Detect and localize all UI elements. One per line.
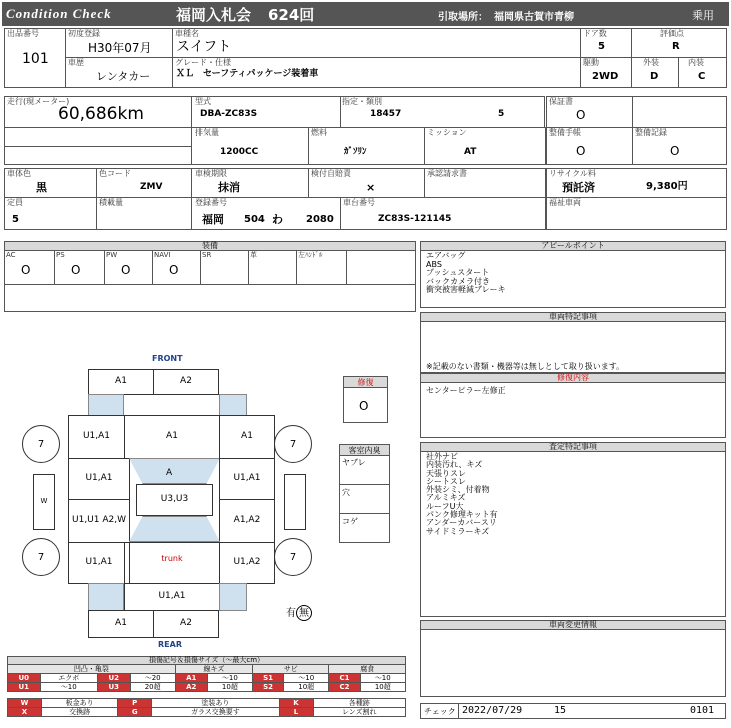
equipment-label: PS bbox=[56, 251, 65, 259]
header-title: Condition Check bbox=[6, 6, 112, 21]
odor-hole: 穴 bbox=[342, 488, 350, 497]
reg-num: 2080 bbox=[306, 214, 334, 225]
warranty-box bbox=[546, 96, 727, 128]
check-serial: 0101 bbox=[690, 705, 715, 716]
warranty-label: 保証書 bbox=[549, 97, 573, 106]
inspection-value: 抹消 bbox=[218, 181, 240, 194]
special-header: 車両特記事項 bbox=[420, 312, 726, 322]
panel-rear-right bbox=[153, 610, 219, 638]
equipment-label: SR bbox=[202, 251, 212, 259]
assessment-item: シートスレ bbox=[426, 476, 466, 486]
mission-label: ミッション bbox=[427, 128, 467, 137]
legend-cell: W bbox=[8, 699, 42, 708]
designation-label: 指定・類別 bbox=[342, 97, 382, 106]
spare-tire-indicator bbox=[286, 604, 312, 621]
color-label: 車体色 bbox=[7, 169, 31, 178]
mirror-left-text: W bbox=[40, 497, 48, 506]
assessment-item: アンダーカバースリ bbox=[426, 518, 497, 528]
windshield-text: A bbox=[166, 468, 173, 478]
assessment-item: 内装汚れ、キズ bbox=[426, 460, 483, 470]
equipment-label: 革 bbox=[250, 251, 257, 259]
pickup-location: 福岡県古賀市青柳 bbox=[494, 12, 574, 23]
panel-front-right bbox=[153, 369, 219, 395]
drive-value: 2WD bbox=[592, 71, 619, 82]
model-label: 車種名 bbox=[175, 29, 199, 38]
colorcode-label: 色コード bbox=[99, 169, 131, 178]
panel-rear-left bbox=[88, 610, 154, 638]
exterior-value: D bbox=[650, 71, 659, 82]
legend-cell: X bbox=[8, 708, 42, 717]
panel-r5-left bbox=[68, 499, 130, 543]
equipment-cell bbox=[248, 250, 297, 285]
assessment-header: 査定特記事項 bbox=[420, 442, 726, 452]
legend-cell: ガラス交換要す bbox=[152, 708, 279, 717]
panel-front-right-text: A2 bbox=[180, 376, 192, 387]
wheel-rear-left bbox=[22, 538, 60, 576]
grade-value: ＸＬ セーフティパッケージ装着車 bbox=[176, 69, 319, 79]
exterior-label: 外装 bbox=[643, 58, 659, 67]
panel-r6-right-text: U1,A2 bbox=[233, 557, 261, 568]
legend-cell: 10超 bbox=[284, 683, 329, 692]
equipment-value: O bbox=[121, 263, 131, 277]
panel-r6-right bbox=[219, 542, 275, 584]
repair-text: センターピラー左修正 bbox=[426, 386, 506, 395]
assessment-item: パンク修理キット有 bbox=[426, 510, 498, 520]
warranty-divider bbox=[632, 96, 633, 128]
diagram-front-label: FRONT bbox=[152, 354, 183, 363]
designation-value: 18457 bbox=[370, 109, 402, 119]
equipment-cell-blank bbox=[346, 250, 416, 285]
legend-cell: 20超 bbox=[130, 683, 175, 692]
panel-r5-right-text: A1,A2 bbox=[233, 515, 261, 526]
chassis-label: 車台番号 bbox=[343, 198, 375, 207]
legend-cell: 交換跡 bbox=[42, 708, 118, 717]
legend-cell: S1 bbox=[253, 674, 284, 683]
panel-r6-left bbox=[68, 542, 130, 584]
panel-r7-mid-text: U1,A1 bbox=[158, 591, 186, 602]
history-label: 車歴 bbox=[68, 58, 84, 67]
recycle-label: リサイクル料 bbox=[549, 169, 596, 178]
legend-cell: C1 bbox=[329, 674, 360, 683]
classification-value: 5 bbox=[498, 109, 505, 119]
assessment-item: 天張りスレ bbox=[426, 468, 466, 478]
score-label: 評価点 bbox=[660, 29, 684, 38]
equipment-value: O bbox=[169, 263, 179, 277]
equipment-cell bbox=[152, 250, 201, 285]
check-label: チェック bbox=[424, 707, 456, 716]
appeal-item: プッシュスタート bbox=[426, 268, 490, 278]
appeal-item: ABS bbox=[426, 259, 442, 269]
panel-roof-text: U3,U3 bbox=[160, 494, 189, 505]
blank-box-a bbox=[4, 127, 192, 147]
panel-trunk bbox=[124, 542, 220, 584]
reg-kana: わ bbox=[272, 213, 283, 226]
mirror-left bbox=[33, 474, 55, 530]
usage-type: 乗用 bbox=[692, 9, 714, 22]
lot-label: 出品番号 bbox=[7, 29, 39, 38]
panel-front-left-text: A1 bbox=[115, 376, 127, 387]
legend-cell: 塗装あり bbox=[152, 699, 279, 708]
model-box bbox=[172, 28, 581, 58]
odor-smoke: ヤブレ bbox=[342, 458, 366, 467]
equipment-cell bbox=[200, 250, 249, 285]
panel-r2-left bbox=[68, 415, 125, 459]
panel-r5-left-text: U1,U1 A2,W bbox=[72, 515, 126, 526]
equipment-label: 左ﾊﾝﾄﾞﾙ bbox=[298, 251, 323, 259]
first-reg-label: 初度登録 bbox=[68, 29, 100, 38]
legend-cell: A2 bbox=[175, 683, 207, 692]
equipment-value: O bbox=[71, 263, 81, 277]
panel-r2-right-text: A1 bbox=[241, 431, 253, 442]
history-value: レンタカー bbox=[96, 70, 151, 83]
capacity-label: 定員 bbox=[7, 198, 23, 207]
legend-cell: P bbox=[118, 699, 152, 708]
repair-mark-value: O bbox=[359, 399, 369, 413]
equipment-cell bbox=[4, 250, 55, 285]
appeal-list bbox=[426, 252, 506, 295]
wheel-rear-right bbox=[274, 538, 312, 576]
panel-rear-left-text: A1 bbox=[115, 618, 127, 629]
glass-rear bbox=[129, 516, 220, 542]
special-note: ※記載のない書類・機器等は無しとして取り扱います。 bbox=[426, 362, 625, 371]
check-divider bbox=[458, 703, 459, 719]
legend-header: 損傷記号＆損傷サイズ（～最大cm） bbox=[7, 656, 406, 665]
legend-cell: U1 bbox=[8, 683, 41, 692]
legend-cell: エクボ bbox=[40, 674, 98, 683]
blank-box-b bbox=[4, 146, 192, 165]
first-reg-value: H30年07月 bbox=[88, 41, 152, 55]
type-label: 型式 bbox=[195, 97, 211, 106]
appeal-item: バックカメラ付き bbox=[426, 276, 490, 286]
odor-burn: コゲ bbox=[342, 517, 358, 526]
wheel-rear-right-text: 7 bbox=[289, 551, 297, 563]
legend-cell: U2 bbox=[98, 674, 131, 683]
drive-label: 駆動 bbox=[583, 58, 599, 67]
equipment-label: AC bbox=[6, 251, 16, 259]
interior-label: 内装 bbox=[688, 58, 704, 67]
check-date: 2022/07/29 bbox=[462, 705, 523, 716]
legend-cell: K bbox=[279, 699, 313, 708]
auction-round: 624回 bbox=[268, 6, 315, 24]
reg-area: 福岡 bbox=[202, 213, 224, 226]
record-value: O bbox=[670, 144, 680, 158]
type-value: DBA-ZC83S bbox=[200, 109, 258, 119]
panel-r2-mid-text: A1 bbox=[166, 431, 178, 442]
glass-rear-left bbox=[88, 583, 124, 611]
equipment-label: NAVI bbox=[154, 251, 171, 259]
check-code: 15 bbox=[554, 705, 567, 716]
legend-cell: 10超 bbox=[207, 683, 252, 692]
glass-rear-right bbox=[219, 583, 247, 611]
panel-r3-right bbox=[219, 458, 275, 500]
panel-r2-right bbox=[219, 415, 275, 459]
panel-r3-left-text: U1,A1 bbox=[85, 473, 113, 484]
color-value: 黒 bbox=[36, 181, 47, 194]
record-label: 整備記録 bbox=[635, 128, 667, 137]
chassis-value: ZC83S-121145 bbox=[378, 214, 452, 224]
appeal-header: アピールポイント bbox=[420, 241, 726, 251]
inspection-label: 車検期限 bbox=[195, 169, 227, 178]
mirror-right bbox=[284, 474, 306, 530]
mileage-label: 走行(現メーター) bbox=[7, 97, 70, 106]
assessment-item: アルミキズ bbox=[426, 493, 466, 503]
panel-front-left bbox=[88, 369, 154, 395]
legend-cell: L bbox=[279, 708, 313, 717]
model-value: スイフト bbox=[176, 39, 232, 55]
lot-number: 101 bbox=[22, 51, 49, 67]
wheel-front-left-text: 7 bbox=[37, 438, 45, 450]
legend-cell: ～10 bbox=[360, 674, 405, 683]
panel-rear-right-text: A2 bbox=[180, 618, 192, 629]
legend-cell: C2 bbox=[329, 683, 360, 692]
legend-cell: G bbox=[118, 708, 152, 717]
welfare-label: 福祉車両 bbox=[549, 198, 581, 207]
legend-cell: S2 bbox=[253, 683, 284, 692]
equipment-value: O bbox=[21, 263, 31, 277]
legend-cell: 板金あり bbox=[42, 699, 118, 708]
interior-value: C bbox=[698, 71, 706, 82]
legend-dent: 凹凸・亀裂 bbox=[8, 665, 176, 674]
odor-header: 客室内臭 bbox=[339, 444, 390, 456]
legend-table-2 bbox=[7, 698, 406, 717]
equipment-cell bbox=[104, 250, 153, 285]
disp-label: 排気量 bbox=[195, 128, 219, 137]
legend-cell: ～20 bbox=[130, 674, 175, 683]
equipment-cell bbox=[54, 250, 105, 285]
grade-label: グレード・仕様 bbox=[175, 58, 231, 67]
colorcode-value: ZMV bbox=[140, 182, 163, 192]
assessment-item: ルーフU大 bbox=[426, 501, 464, 511]
panel-r6-left-text: U1,A1 bbox=[85, 557, 113, 568]
glass-front-left bbox=[88, 394, 124, 416]
load-label: 積載量 bbox=[99, 198, 123, 207]
appeal-item: エアバッグ bbox=[426, 251, 466, 260]
legend-cell: ～10 bbox=[284, 674, 329, 683]
spare-yes: 有 bbox=[286, 608, 296, 619]
panel-roof bbox=[136, 484, 213, 516]
glass-front-right bbox=[219, 394, 247, 416]
assessment-item: 社外ナビ bbox=[426, 452, 458, 461]
legend-corrosion: 腐食 bbox=[329, 665, 406, 674]
spare-no: 無 bbox=[296, 605, 312, 621]
auction-name: 福岡入札会 bbox=[176, 6, 252, 24]
panel-r2-left-text: U1,A1 bbox=[82, 431, 111, 442]
selfinspect-value: × bbox=[366, 181, 376, 194]
equipment-bottom bbox=[4, 284, 416, 312]
claim-label: 承認請求書 bbox=[427, 169, 467, 178]
equipment-cell bbox=[296, 250, 347, 285]
warranty-value: O bbox=[576, 108, 586, 122]
panel-r3-right-text: U1,A1 bbox=[233, 473, 261, 484]
panel-rear-bumper-top bbox=[124, 583, 220, 611]
maint-label: 整備手帳 bbox=[549, 128, 581, 137]
wheel-front-right-text: 7 bbox=[289, 438, 297, 450]
doors-label: ドア数 bbox=[583, 29, 607, 38]
doors-value: 5 bbox=[598, 41, 605, 52]
disp-value: 1200CC bbox=[220, 147, 259, 157]
glass-windshield bbox=[129, 458, 220, 484]
panel-r2-mid bbox=[124, 415, 220, 459]
equipment-header: 装備 bbox=[4, 241, 416, 251]
capacity-value: 5 bbox=[12, 214, 19, 225]
assessment-item: サイドミラーキズ bbox=[426, 526, 490, 536]
legend-cell: 各種跡 bbox=[313, 699, 406, 708]
history-info-box bbox=[420, 629, 726, 697]
history-info-header: 車両変更情報 bbox=[420, 620, 726, 630]
legend-cell: レンズ割れ bbox=[313, 708, 406, 717]
legend-cell: 10超 bbox=[360, 683, 405, 692]
panel-r3-left bbox=[68, 458, 130, 500]
legend-table bbox=[7, 664, 406, 692]
regno-label: 登録番号 bbox=[195, 198, 227, 207]
legend-cell: ～10 bbox=[207, 674, 252, 683]
diagram-rear-label: REAR bbox=[158, 640, 182, 649]
equipment-label: PW bbox=[106, 251, 118, 259]
reg-class: 504 bbox=[244, 214, 265, 225]
recycle-fee: 9,380円 bbox=[646, 181, 688, 192]
mileage-value: 60,686km bbox=[58, 104, 144, 124]
legend-cell: A1 bbox=[175, 674, 207, 683]
assessment-item: 外装シミ、付着物 bbox=[426, 485, 490, 495]
repair-title: 修復内容 bbox=[557, 373, 589, 382]
fuel-value: ｶﾞｿﾘﾝ bbox=[344, 147, 367, 157]
pickup-label: 引取場所： bbox=[438, 12, 488, 23]
legend-cell: U0 bbox=[8, 674, 41, 683]
wheel-rear-left-text: 7 bbox=[37, 551, 45, 563]
maint-value: O bbox=[576, 144, 586, 158]
selfinspect-label: 検付自賠責 bbox=[311, 169, 351, 178]
score-value: R bbox=[672, 41, 680, 52]
fuel-label: 燃料 bbox=[311, 128, 327, 137]
wheel-front-right bbox=[274, 425, 312, 463]
panel-r5-right bbox=[219, 499, 275, 543]
legend-cell: ～10 bbox=[40, 683, 98, 692]
trunk-label: trunk bbox=[161, 554, 183, 563]
appeal-item: 衝突被害軽減ブレーキ bbox=[426, 285, 506, 295]
recycle-status: 預託済 bbox=[562, 181, 595, 194]
repair-mark-label: 修復 bbox=[357, 378, 374, 387]
legend-rust: サビ bbox=[253, 665, 329, 674]
wheel-front-left bbox=[22, 425, 60, 463]
legend-cell: U3 bbox=[98, 683, 131, 692]
assessment-list bbox=[426, 453, 498, 536]
legend-scratch: 線キズ bbox=[175, 665, 252, 674]
mission-value: AT bbox=[464, 147, 477, 157]
